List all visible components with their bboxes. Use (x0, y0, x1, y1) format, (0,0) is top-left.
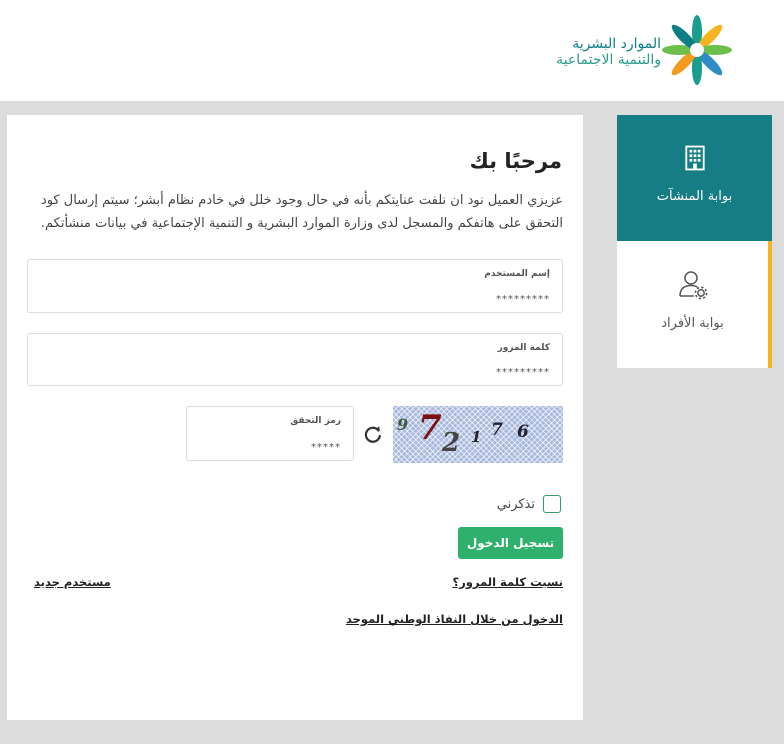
tab-establishments-label: بوابة المنشآت (656, 189, 733, 204)
ministry-logo[interactable] (530, 14, 735, 86)
remember-label: تذكرني (496, 496, 535, 512)
captcha-char: 7 (418, 408, 442, 448)
password-label: كلمة المرور (497, 343, 550, 353)
password-field[interactable] (27, 333, 563, 386)
tab-establishments[interactable] (617, 115, 772, 241)
logo-line-2: والتنمية الاجتماعية (556, 52, 661, 68)
login-card (7, 115, 583, 720)
user-gear-icon (677, 269, 709, 301)
remember-checkbox[interactable] (543, 495, 561, 513)
captcha-field[interactable] (186, 406, 354, 461)
login-button[interactable]: تسجيل الدخول (458, 527, 563, 559)
captcha-input[interactable] (208, 442, 341, 453)
captcha-char: 9 (397, 415, 409, 434)
new-user-link[interactable]: مستخدم جديد (34, 575, 111, 589)
username-input[interactable] (123, 294, 550, 305)
intro-text: عزيزي العميل نود ان نلفت عنايتكم بأنه في حال وجود خلل في خادم نظام أبشر؛ سيتم إرسال كود التحقق على هاتفكم والمسجل لدى وزارة الموارد البشرية و التنمية الإجتماعية في بيانات منشأتكم. (40, 193, 563, 231)
remember-me[interactable] (497, 494, 561, 514)
nafath-login-link[interactable]: الدخول من خلال النفاذ الوطني الموحد (345, 612, 563, 626)
logo-text (556, 36, 661, 68)
captcha-char: 7 (491, 420, 503, 440)
building-icon (684, 145, 706, 171)
captcha-char: 6 (517, 422, 529, 442)
username-label: إسم المستخدم (484, 269, 550, 279)
forgot-password-link[interactable]: نسيت كلمة المرور؟ (452, 575, 563, 589)
password-input[interactable] (123, 367, 550, 378)
header (0, 0, 784, 101)
captcha-char: 2 (442, 428, 461, 458)
captcha-char: 1 (471, 428, 482, 446)
tab-individuals-label: بوابة الأفراد (661, 316, 724, 331)
portal-tabs (617, 115, 772, 368)
logo-line-1: الموارد البشرية (572, 36, 661, 52)
captcha-label: رمز التحقق (290, 416, 341, 426)
star-logo-icon (659, 14, 735, 86)
username-field[interactable] (27, 259, 563, 313)
page-title: مرحبًا بك (469, 149, 562, 173)
refresh-icon[interactable] (363, 424, 383, 444)
captcha-image (393, 406, 563, 463)
tab-individuals[interactable] (617, 241, 772, 368)
